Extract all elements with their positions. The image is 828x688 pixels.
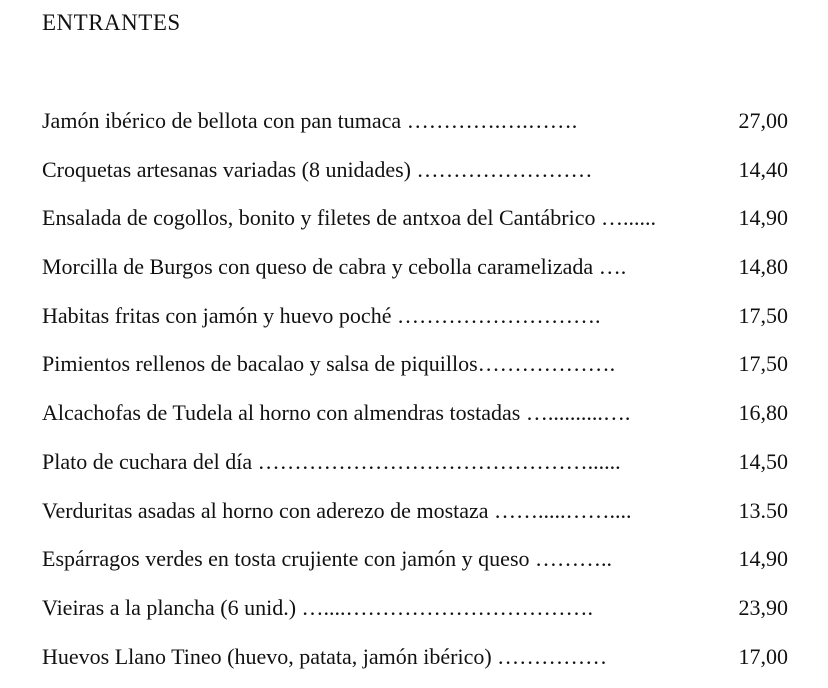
menu-item-text: Pimientos rellenos de bacalao y salsa de piquillos………………. (42, 351, 616, 377)
menu-item-price: 16,80 (738, 400, 788, 426)
section-title: ENTRANTES (42, 10, 181, 35)
menu-item-price: 14,90 (738, 546, 788, 572)
menu-item-text: Vieiras a la plancha (6 unid.) …....……………………………. (42, 594, 594, 620)
menu-item-price: 14,90 (738, 205, 788, 231)
menu-item-text: Croquetas artesanas variadas (8 unidades) …………………… (42, 156, 593, 182)
menu-list (42, 104, 788, 688)
menu-item (42, 347, 788, 396)
menu-item (42, 153, 788, 202)
menu-item-text: Jamón ibérico de bellota con pan tumaca ………….….……. (42, 108, 578, 133)
menu-item (42, 445, 788, 494)
menu-item (42, 250, 788, 299)
menu-item (42, 201, 788, 250)
menu-item-price: 14,50 (738, 448, 788, 474)
menu-item-price: 17,00 (738, 643, 788, 669)
menu-item (42, 299, 788, 348)
menu-item-price: 13.50 (738, 497, 788, 523)
menu-item-text: Ensalada de cogollos, bonito y filetes de antxoa del Cantábrico …...... (42, 205, 657, 231)
menu-item-text: Alcachofas de Tudela al horno con almendras tostadas …..........…. (42, 400, 631, 426)
menu-item-text: Morcilla de Burgos con queso de cabra y cebolla caramelizada …. (42, 254, 627, 280)
menu-item-text: Habitas fritas con jamón y huevo poché ………………………. (42, 302, 601, 328)
menu-item-price: 27,00 (738, 108, 788, 133)
menu-item (42, 104, 788, 153)
menu-item-price: 17,50 (738, 351, 788, 377)
menu-item-text: Plato de cuchara del día ………………………………………...... (42, 448, 621, 474)
menu-item (42, 494, 788, 543)
menu-item (42, 542, 788, 591)
menu-item-text: Verduritas asadas al horno con aderezo de mostaza …….....…….... (42, 497, 632, 523)
menu-item-price: 14,40 (738, 156, 788, 182)
menu-item-price: 17,50 (738, 302, 788, 328)
menu-item-text: Espárragos verdes en tosta crujiente con jamón y queso ……….. (42, 546, 613, 572)
menu-item (42, 396, 788, 445)
menu-item-price: 23,90 (738, 594, 788, 620)
menu-item-text: Huevos Llano Tineo (huevo, patata, jamón ibérico) …………… (42, 643, 608, 669)
menu-item (42, 591, 788, 640)
menu-item-price: 14,80 (738, 254, 788, 280)
